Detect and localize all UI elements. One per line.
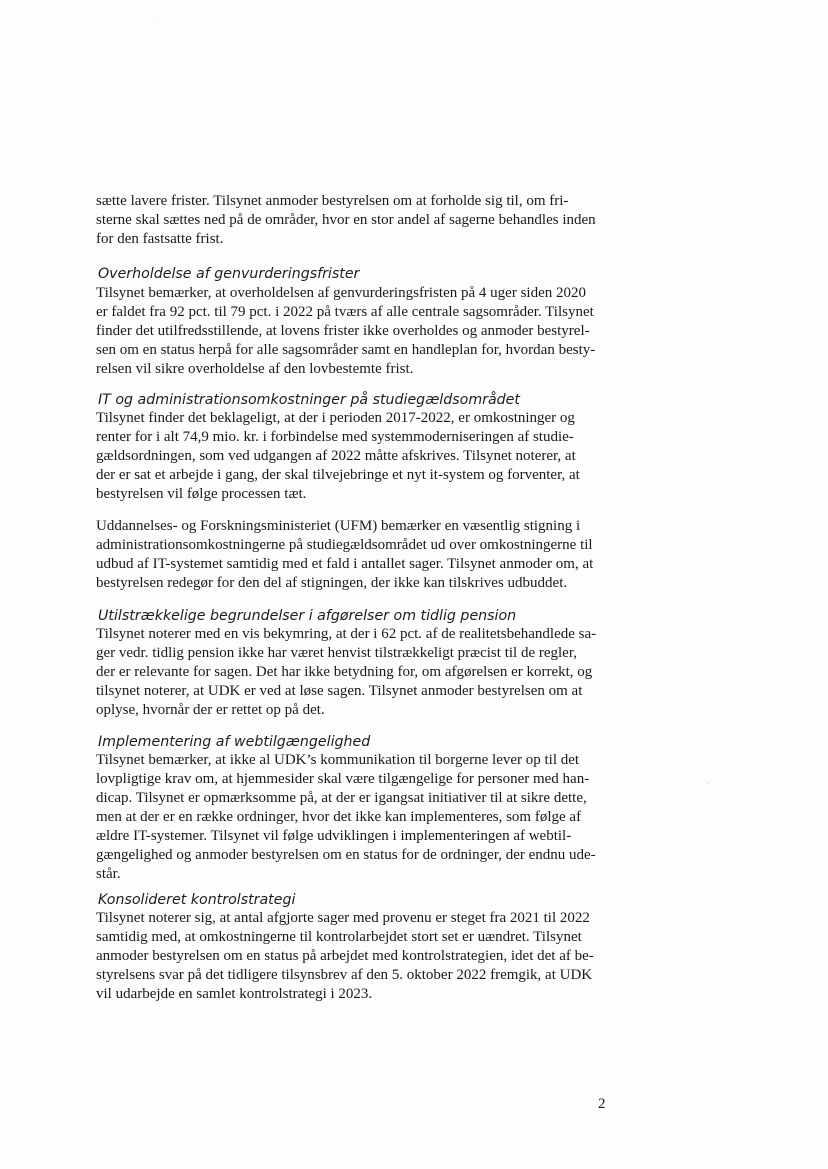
text-line: står. [96,866,121,882]
section-paragraph [96,409,616,504]
section-paragraph [96,751,616,884]
scan-speck [708,783,709,784]
text-line: gængelighed og anmoder bestyrelsen om en status for de ordninger, der endnu ude- [96,847,596,863]
text-line: sen om en status herpå for alle sagsområder samt en handleplan for, hvordan besty- [96,342,596,358]
text-line: dicap. Tilsynet er opmærksomme på, at der er igangsat initiativer til at sikre dette, [96,790,587,806]
section-paragraph [96,517,616,593]
text-line: Tilsynet noterer sig, at antal afgjorte sager med provenu er steget fra 2021 til 2022 [96,910,590,926]
text-line: Tilsynet bemærker, at overholdelsen af genvurderingsfristen på 4 uger siden 2020 [96,285,586,301]
text-line: styrelsens svar på det tidligere tilsynsbrev af den 5. oktober 2022 fremgik, at UDK [96,967,593,983]
text-line: bestyrelsen redegør for den del af stigningen, der ikke kan tilskrives udbuddet. [96,575,568,591]
text-line: vil udarbejde en samlet kontrolstrategi i 2023. [96,986,373,1002]
text-line: der er relevante for sagen. Det har ikke betydning for, om afgørelsen er korrekt, og [96,664,593,680]
text-line: oplyse, hvornår der er rettet op på det. [96,702,325,718]
text-line: lovpligtige krav om, at hjemmesider skal være tilgængelige for personer med han- [96,771,590,787]
section-heading: IT og administrationsomkostninger på studiegældsområdet [98,392,520,408]
text-line: anmoder bestyrelsen om en status på arbejdet med kontrolstrategien, idet det af be- [96,948,594,964]
text-line: Tilsynet bemærker, at ikke al UDK’s kommunikation til borgerne lever op til det [96,752,580,768]
text-line: ældre IT-systemer. Tilsynet vil følge udviklingen i implementeringen af webtil- [96,828,572,844]
text-line: sætte lavere frister. Tilsynet anmoder bestyrelsen om at forholde sig til, om fri- [96,193,569,209]
section-heading: Implementering af webtilgængelighed [98,734,371,750]
text-line: udbud af IT-systemet samtidig med et fald i antallet sager. Tilsynet anmoder om, at [96,556,594,572]
text-line: samtidig med, at omkostningerne til kontrolarbejdet stort set er uændret. Tilsynet [96,929,582,945]
text-line: tilsynet noterer, at UDK er ved at løse sagen. Tilsynet anmoder bestyrelsen om at [96,683,583,699]
page-number: 2 [598,1096,606,1112]
text-line: men at der er en række ordninger, hvor det ikke kan implementeres, som følge af [96,809,582,825]
section-paragraph [96,625,616,720]
text-line: Tilsynet noterer med en vis bekymring, at der i 62 pct. af de realitetsbehandlede sa- [96,626,597,642]
section-paragraph [96,284,616,379]
text-line: sterne skal sættes ned på de områder, hvor en stor andel af sagerne behandles inden [96,212,596,228]
text-line: er faldet fra 92 pct. til 79 pct. i 2022 på tværs af alle centrale sagsområder. Tilsynet [96,304,594,320]
text-line: Tilsynet finder det beklageligt, at der i perioden 2017-2022, er omkostninger og [96,410,575,426]
text-line: bestyrelsen vil følge processen tæt. [96,486,307,502]
section-paragraph [96,909,616,1004]
intro-paragraph [96,192,616,249]
text-line: gældsordningen, som ved udgangen af 2022 måtte afskrives. Tilsynet noterer, at [96,448,576,464]
text-line: Uddannelses- og Forskningsministeriet (UFM) bemærker en væsentlig stigning i [96,518,581,534]
text-line: administrationsomkostningerne på studiegældsområdet ud over omkostningerne til [96,537,593,553]
section-heading: Overholdelse af genvurderingsfrister [98,266,360,282]
scan-speck [157,19,158,20]
section-heading: Utilstrækkelige begrundelser i afgørelser om tidlig pension [98,608,517,624]
text-line: der er sat et arbejde i gang, der skal tilvejebringe et nyt it-system og forventer, at [96,467,580,483]
text-line: finder det utilfredsstillende, at lovens frister ikke overholdes og anmoder bestyrel- [96,323,590,339]
text-line: relsen vil sikre overholdelse af den lovbestemte frist. [96,361,414,377]
text-line: renter for i alt 74,9 mio. kr. i forbindelse med systemmoderniseringen af studie- [96,429,574,445]
text-line: for den fastsatte frist. [96,231,224,247]
section-heading: Konsolideret kontrolstrategi [98,892,296,908]
text-line: ger vedr. tidlig pension ikke har været henvist tilstrækkeligt præcist til de regler, [96,645,577,661]
